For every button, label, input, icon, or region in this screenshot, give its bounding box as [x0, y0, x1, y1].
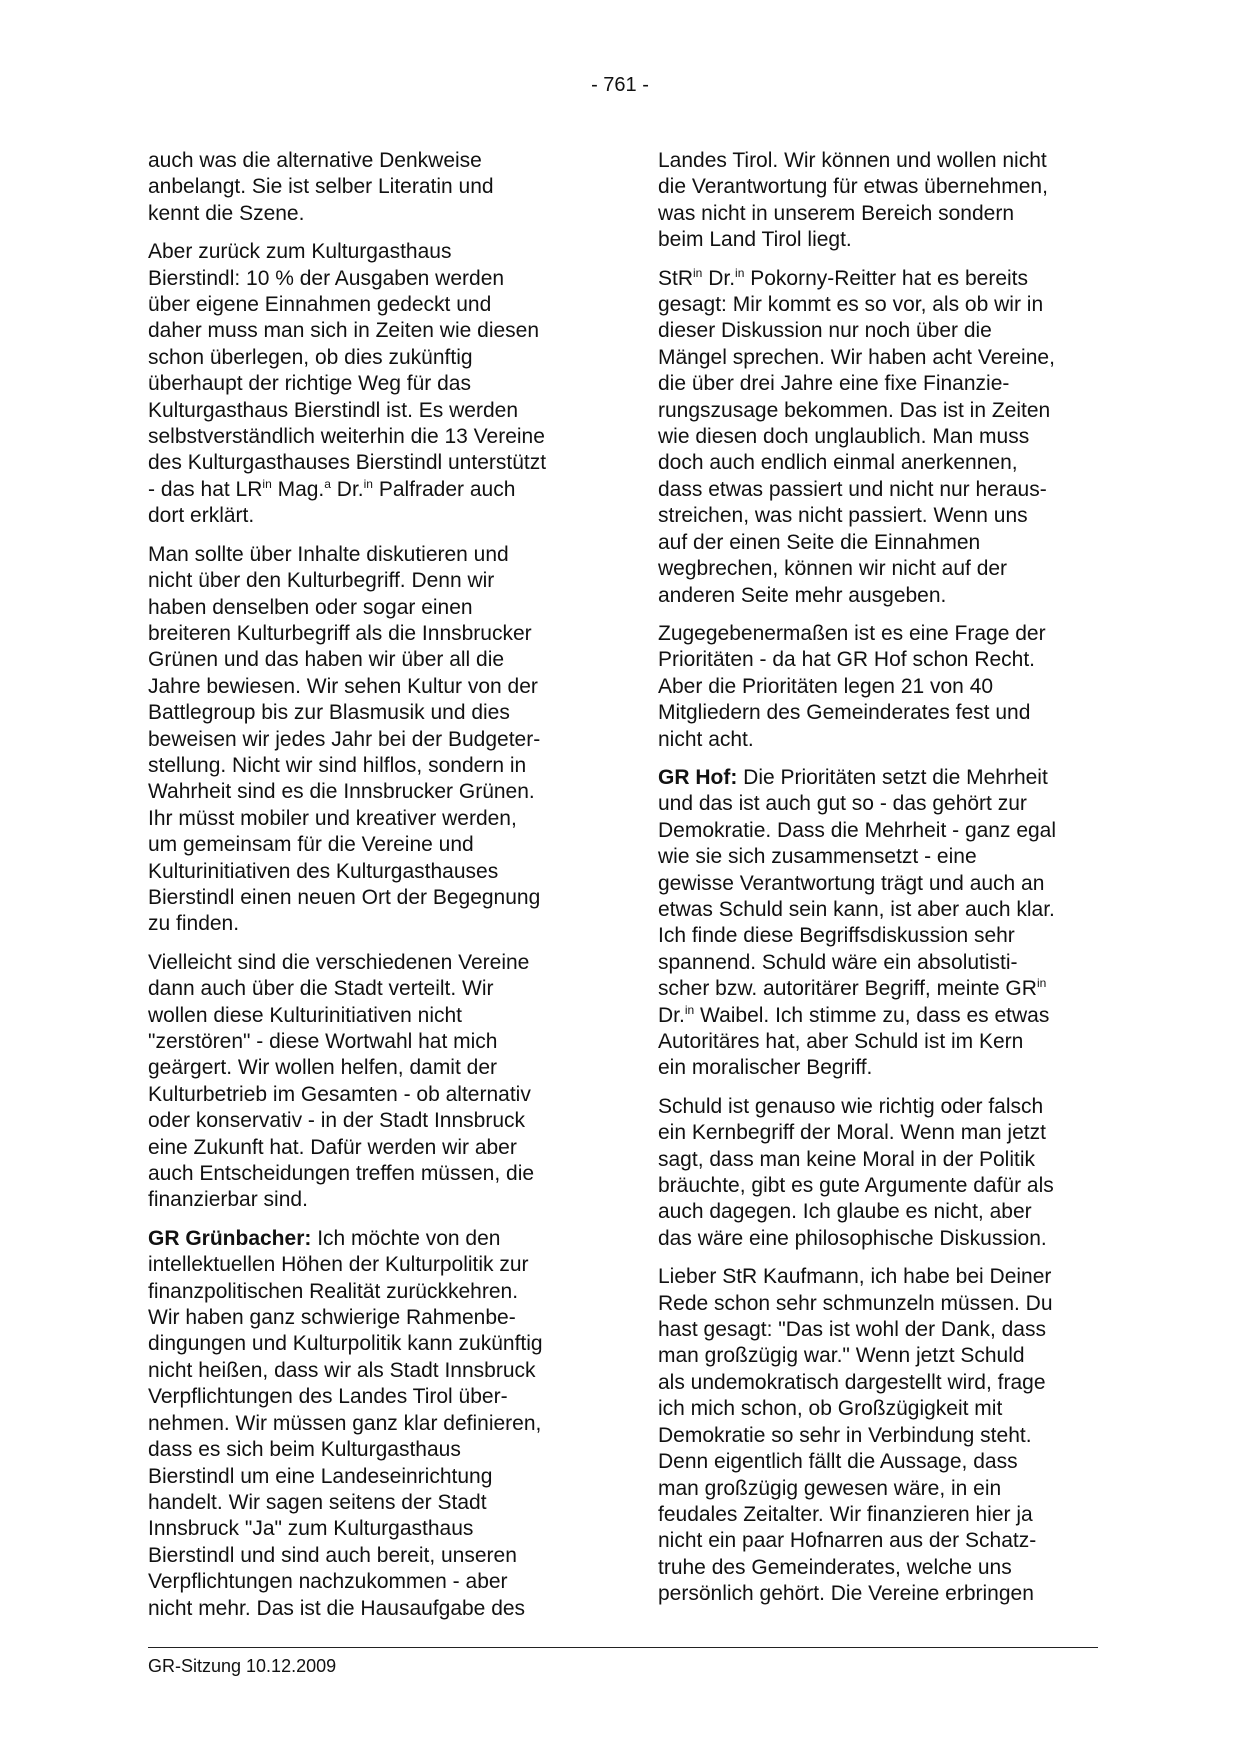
text-fragment: Die Prioritäten setzt die Mehrheit — [737, 765, 1048, 789]
text-line: überhaupt der richtige Weg für das — [148, 372, 471, 396]
text-line: streichen, was nicht passiert. Wenn uns — [658, 504, 1028, 528]
text-line: was nicht in unserem Bereich sondern — [658, 201, 1015, 225]
text-line — [658, 1003, 1101, 1029]
text-line: dann auch über die Stadt verteilt. Wir — [148, 977, 494, 1001]
superscript: in — [735, 265, 745, 280]
text-line: über eigene Einnahmen gedeckt und — [148, 293, 492, 317]
paragraph — [658, 148, 1101, 254]
text-line: wie diesen doch unglaublich. Man muss — [658, 425, 1030, 449]
right-column — [658, 148, 1101, 1620]
text-line: feudales Zeitalter. Wir finanzieren hier ja — [658, 1502, 1033, 1526]
text-line: Demokratie so sehr in Verbindung steht. — [658, 1423, 1032, 1447]
text-line: Jahre bewiesen. Wir sehen Kultur von der — [148, 674, 538, 698]
footer-session-date: GR-Sitzung 10.12.2009 — [148, 1656, 337, 1676]
text-line: gewisse Verantwortung trägt und auch an — [658, 871, 1045, 895]
text-line: Lieber StR Kaufmann, ich habe bei Deiner — [658, 1265, 1052, 1289]
text-line: nicht ein paar Hofnarren aus der Schatz- — [658, 1529, 1037, 1553]
paragraph-speaker-gruenbacher — [148, 1226, 591, 1622]
text-line: Verpflichtungen des Landes Tirol über- — [148, 1385, 508, 1409]
text-line: ein moralischer Begriff. — [658, 1056, 873, 1080]
text-line: ich mich schon, ob Großzügigkeit mit — [658, 1397, 1003, 1421]
text-line: Innsbruck "Ja" zum Kulturgasthaus — [148, 1517, 474, 1541]
text-line: finanzpolitischen Realität zurückkehren. — [148, 1279, 519, 1303]
text-line: Verpflichtungen nachzukommen - aber — [148, 1570, 508, 1594]
text-line — [658, 976, 1101, 1002]
text-line — [658, 266, 1101, 292]
text-line: als undemokratisch dargestellt wird, frage — [658, 1370, 1046, 1394]
text-line: spannend. Schuld wäre ein absolutisti- — [658, 950, 1018, 974]
text-line: Autoritäres hat, aber Schuld ist im Kern — [658, 1030, 1024, 1053]
text-line: schon überlegen, ob dies zukünftig — [148, 345, 473, 369]
text-line: doch auch endlich einmal anerkennen, — [658, 451, 1018, 475]
text-line: nicht mehr. Das ist die Hausaufgabe des — [148, 1596, 526, 1620]
text-line: dort erklärt. — [148, 504, 255, 528]
text-line: Schuld ist genauso wie richtig oder falsch — [658, 1094, 1044, 1118]
paragraph — [658, 266, 1101, 609]
text-line: haben denselben oder sogar einen — [148, 595, 473, 619]
superscript: a — [324, 476, 331, 491]
text-line: Bierstindl um eine Landeseinrichtung — [148, 1464, 493, 1488]
text-line: dass etwas passiert und nicht nur heraus- — [658, 477, 1047, 501]
text-line: Kulturinitiativen des Kulturgasthauses — [148, 859, 499, 883]
text-line: wie sie sich zusammensetzt - eine — [658, 845, 977, 869]
text-line: nicht über den Kulturbegriff. Denn wir — [148, 569, 495, 593]
text-line: die über drei Jahre eine fixe Finanzie- — [658, 372, 1010, 396]
text-line: anderen Seite mehr ausgeben. — [658, 583, 947, 607]
page-number: - 761 - — [591, 74, 649, 96]
text-line: Ich finde diese Begriffsdiskussion sehr — [658, 924, 1015, 948]
text-line: rungszusage bekommen. Das ist in Zeiten — [658, 398, 1051, 422]
paragraph — [658, 1094, 1101, 1252]
text-line: Wahrheit sind es die Innsbrucker Grünen. — [148, 780, 535, 804]
text-fragment: Dr. — [702, 266, 736, 290]
text-fragment: StR — [658, 266, 694, 290]
text-line: kennt die Szene. — [148, 201, 305, 225]
text-line: wollen diese Kulturinitiativen nicht — [148, 1003, 463, 1027]
text-line: handelt. Wir sagen seitens der Stadt — [148, 1490, 487, 1514]
text-line: Mitgliedern des Gemeinderates fest und — [658, 701, 1031, 725]
text-fragment: scher bzw. autoritärer Begriff, meinte GR — [658, 977, 1037, 1001]
superscript: in — [693, 265, 703, 280]
text-line: Bierstindl und sind auch bereit, unseren — [148, 1543, 517, 1567]
text-line: intellektuellen Höhen der Kulturpolitik zur — [148, 1253, 529, 1277]
text-line: "zerstören" - diese Wortwahl hat mich — [148, 1030, 498, 1053]
text-line: finanzierbar sind. — [148, 1188, 308, 1212]
speaker-name: GR Grünbacher: — [148, 1226, 312, 1250]
speaker-name: GR Hof: — [658, 765, 738, 789]
text-line: Aber zurück zum Kulturgasthaus — [148, 240, 452, 264]
text-fragment: Waibel. Ich stimme zu, dass es etwas — [694, 1003, 1050, 1027]
text-line: truhe des Gemeinderates, welche uns — [658, 1555, 1012, 1579]
paragraph — [148, 950, 591, 1214]
text-line: auf der einen Seite die Einnahmen — [658, 530, 981, 554]
text-fragment: Pokorny-Reitter hat es bereits — [744, 266, 1028, 290]
text-line: Bierstindl: 10 % der Ausgaben werden — [148, 266, 505, 290]
paragraph-speaker-hof — [658, 765, 1101, 1082]
paragraph — [658, 1264, 1101, 1607]
text-line: ein Kernbegriff der Moral. Wenn man jetzt — [658, 1121, 1046, 1145]
text-line: und das ist auch gut so - das gehört zur — [658, 792, 1027, 816]
superscript: in — [262, 476, 272, 491]
text-line: hast gesagt: "Das ist wohl der Dank, dass — [658, 1318, 1046, 1342]
text-line: geärgert. Wir wollen helfen, damit der — [148, 1056, 497, 1080]
text-line: Zugegebenermaßen ist es eine Frage der — [658, 621, 1046, 645]
text-line: dieser Diskussion nur noch über die — [658, 319, 992, 343]
text-line: bräuchte, gibt es gute Argumente dafür als — [658, 1174, 1054, 1198]
text-line: man großzügig gewesen wäre, in ein — [658, 1476, 1002, 1500]
text-line: sagt, dass man keine Moral in der Politik — [658, 1147, 1036, 1171]
text-line: Mängel sprechen. Wir haben acht Vereine, — [658, 345, 1055, 369]
footer-divider — [148, 1647, 1098, 1648]
text-line: eine Zukunft hat. Dafür werden wir aber — [148, 1135, 517, 1159]
text-line: Denn eigentlich fällt die Aussage, dass — [658, 1450, 1018, 1474]
text-line: auch dagegen. Ich glaube es nicht, aber — [658, 1200, 1032, 1224]
text-line: nicht acht. — [658, 727, 754, 751]
paragraph — [148, 239, 591, 529]
text-fragment: Ich möchte von den — [311, 1226, 501, 1250]
text-line: Aber die Prioritäten legen 21 von 40 — [658, 674, 994, 698]
text-line: breiteren Kulturbegriff als die Innsbrucker — [148, 621, 532, 645]
text-line: zu finden. — [148, 912, 240, 936]
text-line: Demokratie. Dass die Mehrheit - ganz egal — [658, 818, 1057, 842]
paragraph — [658, 621, 1101, 753]
text-line: um gemeinsam für die Vereine und — [148, 833, 474, 857]
text-line: stellung. Nicht wir sind hilflos, sondern in — [148, 753, 527, 777]
text-line: Vielleicht sind die verschiedenen Vereine — [148, 950, 530, 974]
text-fragment: Dr. — [658, 1003, 685, 1027]
text-line: des Kulturgasthauses Bierstindl unterstützt — [148, 451, 547, 475]
text-line: Prioritäten - da hat GR Hof schon Recht. — [658, 648, 1036, 672]
text-line: Man sollte über Inhalte diskutieren und — [148, 542, 509, 566]
superscript: in — [684, 1002, 695, 1017]
text-line: dass es sich beim Kulturgasthaus — [148, 1438, 461, 1462]
text-line: beim Land Tirol liegt. — [658, 228, 852, 252]
text-line: man großzügig war." Wenn jetzt Schuld — [658, 1344, 1025, 1368]
text-line: Grünen und das haben wir über all die — [148, 648, 505, 672]
text-line: auch Entscheidungen treffen müssen, die — [148, 1162, 535, 1186]
text-line: persönlich gehört. Die Vereine erbringen — [658, 1582, 1034, 1606]
text-line: Wir haben ganz schwierige Rahmenbe- — [148, 1306, 516, 1330]
text-line — [148, 477, 591, 503]
text-line: dingungen und Kulturpolitik kann zukünftig — [148, 1332, 543, 1356]
paragraph — [148, 542, 591, 938]
text-line — [148, 1226, 591, 1252]
text-line: daher muss man sich in Zeiten wie diesen — [148, 319, 540, 343]
left-column — [148, 148, 591, 1634]
text-line: die Verantwortung für etwas übernehmen, — [658, 175, 1048, 199]
superscript: in — [363, 476, 373, 491]
text-line: anbelangt. Sie ist selber Literatin und — [148, 175, 494, 199]
text-line: Battlegroup bis zur Blasmusik und dies — [148, 701, 510, 725]
text-line: etwas Schuld sein kann, ist aber auch klar. — [658, 897, 1055, 921]
text-fragment: - das hat LR — [148, 477, 263, 501]
text-line: selbstverständlich weiterhin die 13 Vereine — [148, 425, 545, 449]
text-fragment: Dr. — [330, 477, 364, 501]
text-line: Ihr müsst mobiler und kreativer werden, — [148, 806, 517, 830]
paragraph — [148, 148, 591, 227]
text-line: Landes Tirol. Wir können und wollen nicht — [658, 149, 1047, 172]
text-line: nicht heißen, dass wir als Stadt Innsbruck — [148, 1358, 536, 1382]
text-line: nehmen. Wir müssen ganz klar definieren, — [148, 1411, 542, 1435]
text-line: auch was die alternative Denkweise — [148, 149, 482, 172]
text-fragment: Mag. — [271, 477, 325, 501]
text-line: das wäre eine philosophische Diskussion. — [658, 1226, 1047, 1250]
text-line — [658, 765, 1101, 791]
text-line: Kulturgasthaus Bierstindl ist. Es werden — [148, 398, 519, 422]
superscript: in — [1036, 976, 1047, 991]
text-line: Rede schon sehr schmunzeln müssen. Du — [658, 1291, 1053, 1315]
text-line: Kulturbetrieb im Gesamten - ob alternativ — [148, 1082, 531, 1106]
text-line: oder konservativ - in der Stadt Innsbruck — [148, 1109, 526, 1133]
text-line: wegbrechen, können wir nicht auf der — [658, 557, 1008, 581]
text-fragment: Palfrader auch — [372, 477, 516, 501]
text-line: beweisen wir jedes Jahr bei der Budgeter- — [148, 727, 541, 751]
text-line: Bierstindl einen neuen Ort der Begegnung — [148, 885, 541, 909]
text-line: gesagt: Mir kommt es so vor, als ob wir in — [658, 293, 1044, 317]
